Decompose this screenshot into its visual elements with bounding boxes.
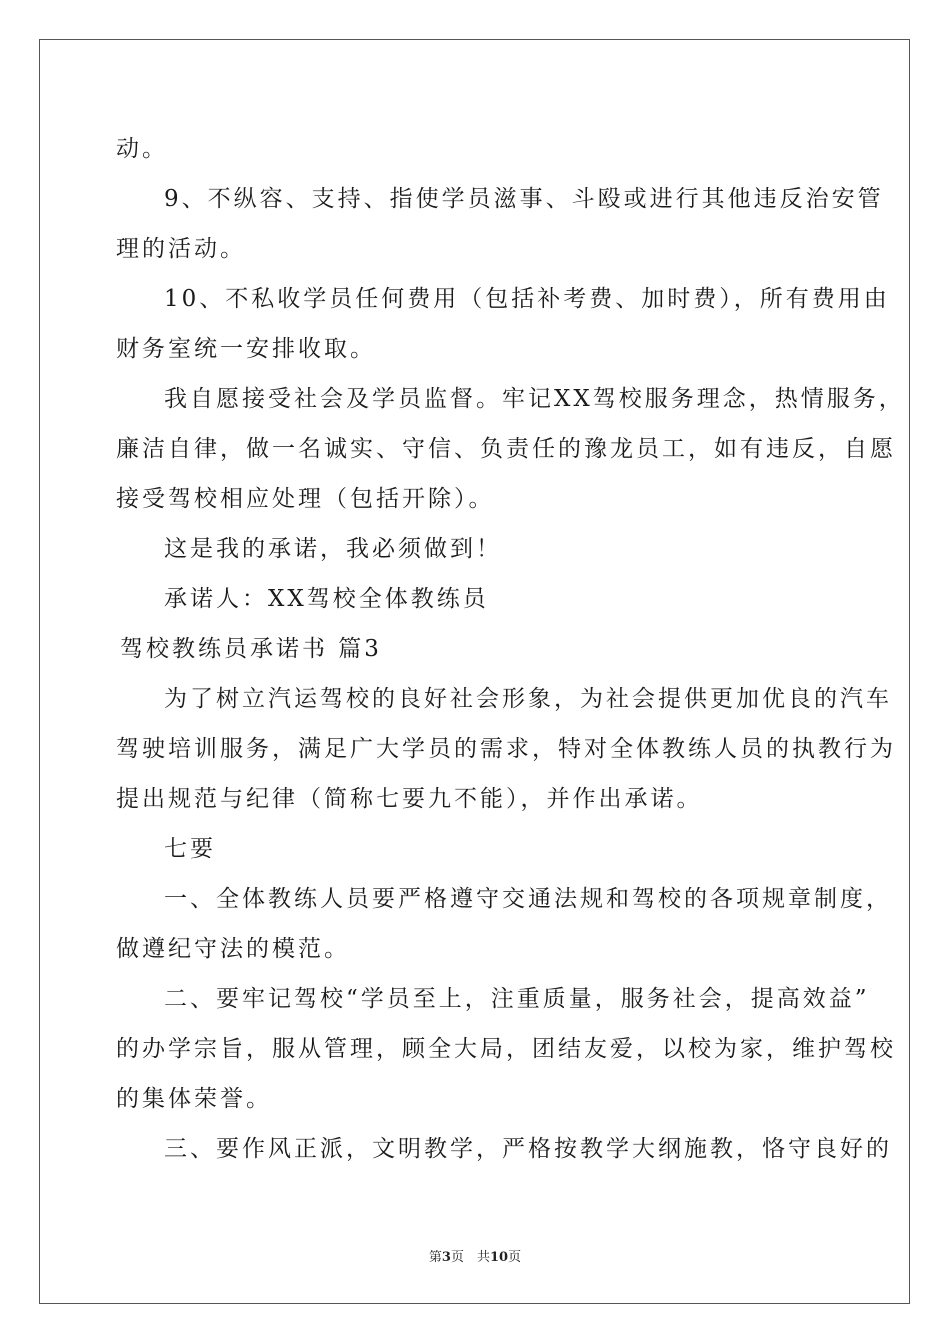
text-line: 9、不纵容、支持、指使学员滋事、斗殴或进行其他违反治安管 [164,186,884,212]
text-line: 承诺人：XX驾校全体教练员 [164,586,489,612]
subheading: 七要 [164,836,216,862]
text-line: 做遵纪守法的模范。 [116,936,350,962]
text-line: 的办学宗旨，服从管理，顾全大局，团结友爱，以校为家，维护驾校 [116,1036,896,1062]
footer-suffix: 页 [508,1250,522,1265]
text-line: 动。 [116,136,168,162]
document-body [116,124,905,1174]
page-number: 3 [441,1250,451,1265]
text-line: 二、要牢记驾校“学员至上，注重质量，服务社会，提高效益” [164,986,870,1012]
text-line: 10、不私收学员任何费用（包括补考费、加时费），所有费用由 [164,286,890,312]
text-line: 提出规范与纪律（简称七要九不能），并作出承诺。 [116,786,703,812]
text-line: 我自愿接受社会及学员监督。牢记XX驾校服务理念，热情服务， [164,386,905,412]
text-line: 财务室统一安排收取。 [116,336,376,362]
text-line: 理的活动。 [116,236,246,262]
footer-prefix: 第 [428,1250,442,1265]
footer-mid: 页 共 [450,1250,490,1265]
total-pages: 10 [489,1250,509,1265]
text-line: 接受驾校相应处理（包括开除）。 [116,486,495,512]
text-line: 这是我的承诺，我必须做到！ [164,536,502,562]
text-line: 为了树立汽运驾校的良好社会形象，为社会提供更加优良的汽车 [164,686,892,712]
text-line: 一、全体教练人员要严格遵守交通法规和驾校的各项规章制度， [164,886,892,912]
page-footer [0,1246,950,1265]
text-line: 三、要作风正派，文明教学，严格按教学大纲施教，恪守良好的 [164,1136,892,1162]
text-line: 驾驶培训服务，满足广大学员的需求，特对全体教练人员的执教行为 [116,736,896,762]
text-line: 廉洁自律，做一名诚实、守信、负责任的豫龙员工，如有违反，自愿 [116,436,896,462]
text-line: 的集体荣誉。 [116,1086,272,1112]
section-heading: 驾校教练员承诺书 篇3 [120,636,382,662]
